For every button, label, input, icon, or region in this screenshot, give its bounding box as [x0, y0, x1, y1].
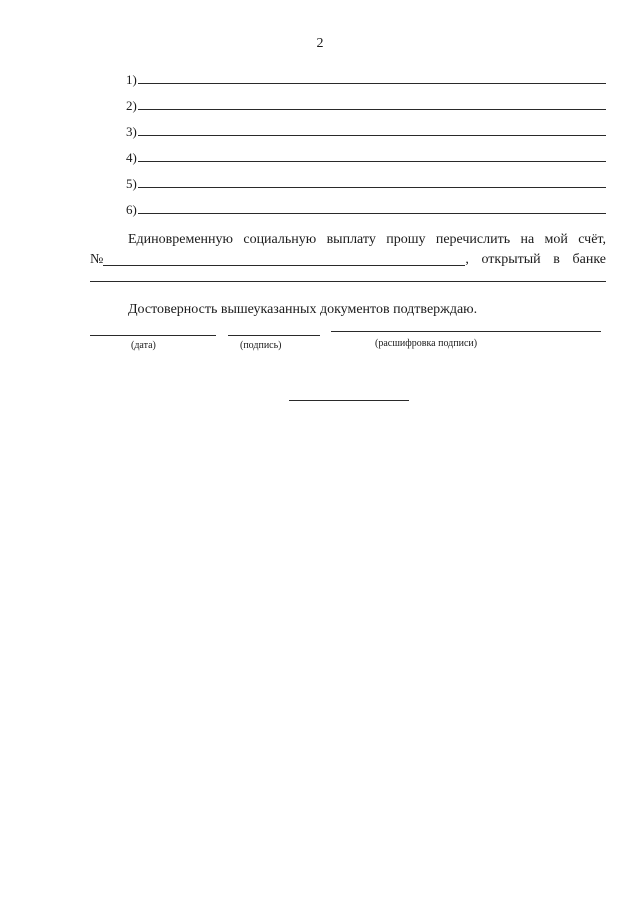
date-caption: (дата) — [131, 340, 156, 351]
decoding-caption: (расшифровка подписи) — [375, 338, 478, 349]
document-item-1 — [126, 60, 606, 86]
confirmation-text: Достоверность вышеуказанных документов подтверждаю. — [128, 302, 478, 317]
date-field[interactable] — [90, 335, 216, 336]
document-fill-line[interactable] — [138, 213, 606, 214]
payment-request-text: Единовременную социальную выплату прошу перечислить на мой счёт, — [128, 232, 606, 247]
document-fill-line[interactable] — [138, 187, 606, 188]
document-fill-line[interactable] — [138, 109, 606, 110]
documents-list — [126, 60, 606, 216]
account-number-sign: № — [90, 252, 104, 267]
document-item-number: 3) — [126, 124, 137, 139]
document-item-number: 5) — [126, 176, 137, 191]
signature-field[interactable] — [228, 335, 320, 336]
bank-label: , открытый в банке — [465, 252, 606, 267]
document-item-number: 1) — [126, 72, 137, 87]
account-line — [90, 250, 606, 270]
document-item-4 — [126, 138, 606, 164]
signature-decoding-field[interactable] — [331, 331, 601, 332]
document-item-6 — [126, 190, 606, 216]
document-item-number: 4) — [126, 150, 137, 165]
document-item-2 — [126, 86, 606, 112]
document-fill-line[interactable] — [138, 161, 606, 162]
payment-request — [90, 230, 606, 270]
page-number: 2 — [316, 36, 324, 51]
document-item-3 — [126, 112, 606, 138]
end-of-document-line — [289, 400, 409, 401]
signature-caption: (подпись) — [240, 340, 282, 351]
bank-name-field[interactable] — [90, 281, 606, 282]
document-fill-line[interactable] — [138, 135, 606, 136]
document-fill-line[interactable] — [138, 83, 606, 84]
document-item-number: 6) — [126, 202, 137, 217]
document-item-5 — [126, 164, 606, 190]
document-item-number: 2) — [126, 98, 137, 113]
account-number-field[interactable] — [103, 265, 465, 266]
